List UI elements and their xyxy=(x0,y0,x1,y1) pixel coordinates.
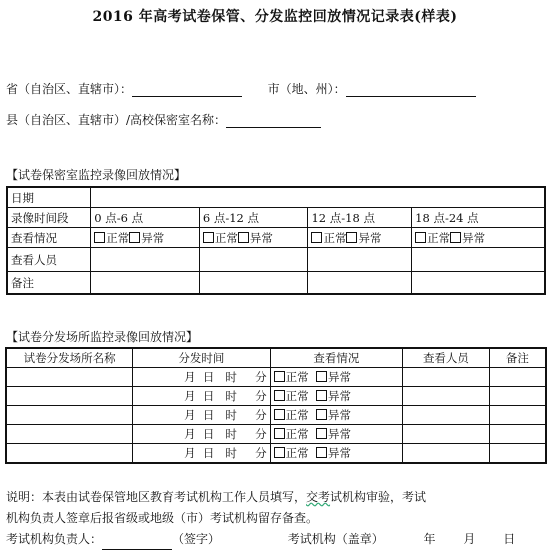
city-field[interactable] xyxy=(346,84,476,97)
site-cell[interactable] xyxy=(6,444,133,464)
checkbox[interactable] xyxy=(274,390,285,401)
checkbox[interactable] xyxy=(316,390,327,401)
remark-cell[interactable] xyxy=(489,406,546,425)
checkbox[interactable] xyxy=(346,232,357,243)
date-label: 日期 xyxy=(7,187,91,208)
signature-line: 考试机构负责人： （签字） 考试机构（盖章） 年 月 日 xyxy=(6,529,546,550)
viewer-cell[interactable] xyxy=(403,406,490,425)
checkbox[interactable] xyxy=(316,371,327,382)
table-row xyxy=(7,208,545,228)
sign-label: （签字） xyxy=(172,532,221,546)
county-line xyxy=(6,111,321,128)
table-row xyxy=(6,444,546,464)
site-cell[interactable] xyxy=(6,425,133,444)
province-line xyxy=(6,80,476,97)
org-label: 考试机构（盖章） xyxy=(287,532,384,546)
checkbox[interactable] xyxy=(311,232,322,243)
check-cell: 正常 异常 xyxy=(270,387,402,406)
site-cell[interactable] xyxy=(6,387,133,406)
table-row xyxy=(6,348,546,368)
check-label: 查看情况 xyxy=(7,228,91,248)
viewer-cell[interactable] xyxy=(403,368,490,387)
checkbox[interactable] xyxy=(316,428,327,439)
storage-monitor-table xyxy=(6,186,546,295)
checkbox[interactable] xyxy=(274,371,285,382)
table-row xyxy=(6,406,546,425)
remark-cell[interactable] xyxy=(412,272,545,295)
table-row xyxy=(7,272,545,295)
col-header: 查看人员 xyxy=(403,348,490,368)
col-header: 查看情况 xyxy=(270,348,402,368)
section1-heading: 【试卷保密室监控录像回放情况】 xyxy=(6,168,187,182)
viewer-cell[interactable] xyxy=(403,425,490,444)
time-cell[interactable]: 月 日 时 分 xyxy=(133,368,270,387)
checkbox[interactable] xyxy=(129,232,140,243)
table-row xyxy=(6,387,546,406)
remark-label: 备注 xyxy=(7,272,91,295)
time-cell[interactable]: 月 日 时 分 xyxy=(133,387,270,406)
remark-cell[interactable] xyxy=(489,425,546,444)
viewer-label: 查看人员 xyxy=(7,248,91,272)
checkbox[interactable] xyxy=(274,409,285,420)
time-cell[interactable]: 月 日 时 分 xyxy=(133,425,270,444)
site-cell[interactable] xyxy=(6,368,133,387)
checkbox[interactable] xyxy=(415,232,426,243)
province-field[interactable] xyxy=(132,84,242,97)
table-row xyxy=(7,248,545,272)
time-cell[interactable]: 月 日 时 分 xyxy=(133,406,270,425)
check-cell: 正常 异常 xyxy=(270,444,402,464)
note-line-2: 机构负责人签章后报省级或地级（市）考试机构留存备查。 xyxy=(6,511,319,525)
period-cell: 18 点-24 点 xyxy=(412,208,545,228)
period-cell: 6 点-12 点 xyxy=(199,208,308,228)
date-cell[interactable] xyxy=(91,187,545,208)
city-label: 市（地、州）： xyxy=(267,82,346,96)
check-cell: 正常 异常 xyxy=(412,228,545,248)
time-cell[interactable]: 月 日 时 分 xyxy=(133,444,270,464)
checkbox[interactable] xyxy=(316,409,327,420)
viewer-cell[interactable] xyxy=(403,444,490,464)
col-header: 分发时间 xyxy=(133,348,270,368)
viewer-cell[interactable] xyxy=(403,387,490,406)
remark-cell[interactable] xyxy=(308,272,412,295)
checkbox[interactable] xyxy=(238,232,249,243)
site-cell[interactable] xyxy=(6,406,133,425)
checkbox[interactable] xyxy=(274,447,285,458)
distribution-monitor-table xyxy=(5,347,547,464)
period-cell: 12 点-18 点 xyxy=(308,208,412,228)
check-cell: 正常 异常 xyxy=(199,228,308,248)
county-field[interactable] xyxy=(226,115,321,128)
check-cell: 正常 异常 xyxy=(270,406,402,425)
note xyxy=(6,487,546,550)
table-row xyxy=(7,228,545,248)
county-label: 县（自治区、直辖市）/高校保密室名称： xyxy=(6,113,227,127)
remark-cell[interactable] xyxy=(199,272,308,295)
note-line-1: 说明：本表由试卷保管地区教育考试机构工作人员填写，交考试机构审验，考试 xyxy=(6,490,427,504)
period-cell: 0 点-6 点 xyxy=(91,208,200,228)
viewer-cell[interactable] xyxy=(91,248,200,272)
checkbox[interactable] xyxy=(450,232,461,243)
section2-heading: 【试卷分发场所监控录像回放情况】 xyxy=(6,330,199,344)
remark-cell[interactable] xyxy=(489,368,546,387)
remark-cell[interactable] xyxy=(489,444,546,464)
table-row xyxy=(6,368,546,387)
table-row xyxy=(7,187,545,208)
remark-cell[interactable] xyxy=(489,387,546,406)
check-cell: 正常 异常 xyxy=(270,425,402,444)
checkbox[interactable] xyxy=(94,232,105,243)
check-cell: 正常 异常 xyxy=(270,368,402,387)
page-title: 2016 年高考试卷保管、分发监控回放情况记录表(样表) xyxy=(92,9,458,25)
checkbox[interactable] xyxy=(203,232,214,243)
head-label: 考试机构负责人： xyxy=(6,532,103,546)
checkbox[interactable] xyxy=(316,447,327,458)
period-label: 录像时间段 xyxy=(7,208,91,228)
viewer-cell[interactable] xyxy=(308,248,412,272)
viewer-cell[interactable] xyxy=(199,248,308,272)
signature-field[interactable] xyxy=(102,537,172,550)
checkbox[interactable] xyxy=(274,428,285,439)
viewer-cell[interactable] xyxy=(412,248,545,272)
remark-cell[interactable] xyxy=(91,272,200,295)
check-cell: 正常 异常 xyxy=(308,228,412,248)
col-header: 试卷分发场所名称 xyxy=(6,348,133,368)
col-header: 备注 xyxy=(489,348,546,368)
table-row xyxy=(6,425,546,444)
check-cell: 正常 异常 xyxy=(91,228,200,248)
province-label: 省（自治区、直辖市）： xyxy=(6,82,133,96)
